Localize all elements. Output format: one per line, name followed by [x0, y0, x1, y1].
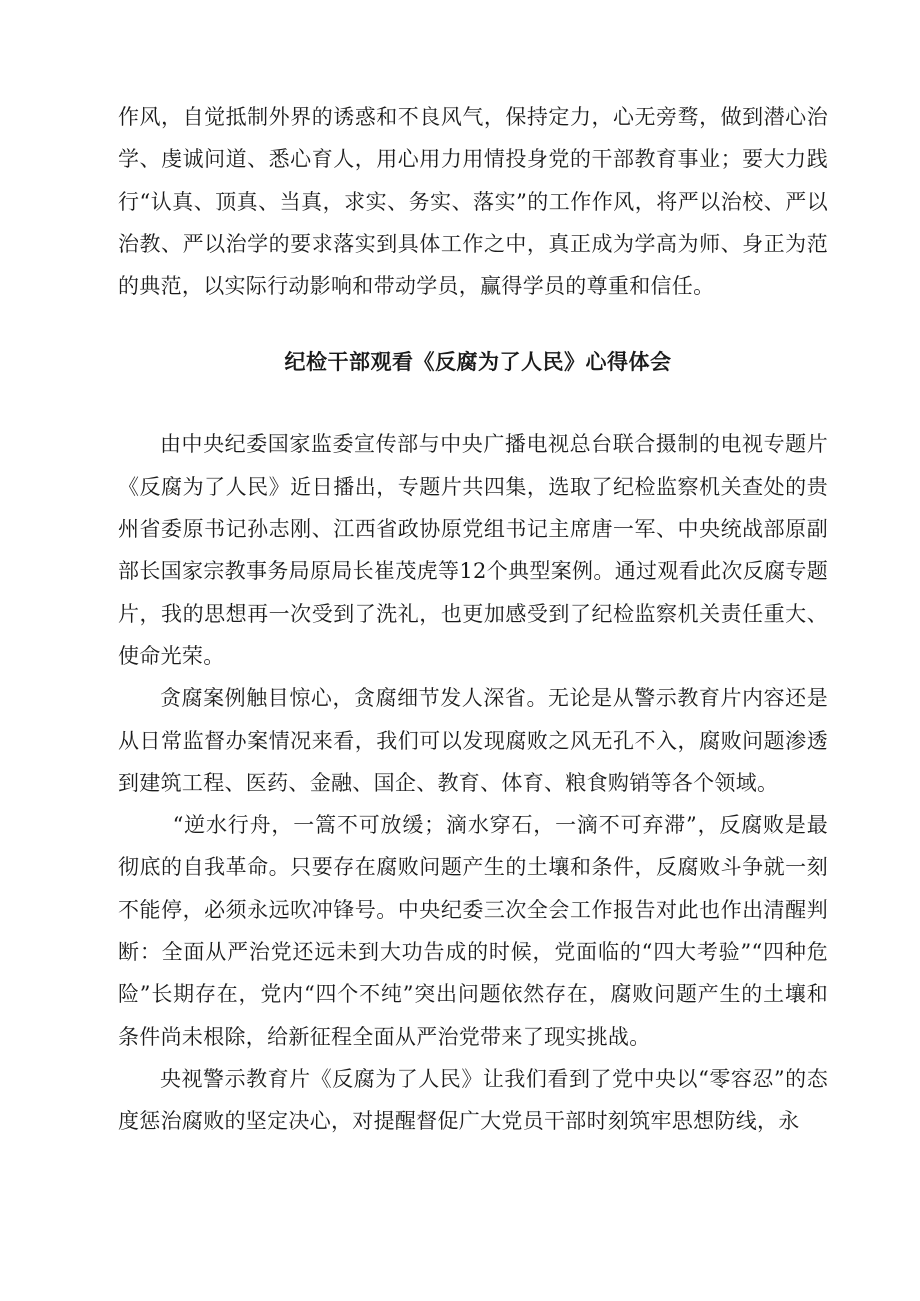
paragraph-intro: 由中央纪委国家监委宣传部与中央广播电视总台联合摄制的电视专题片《反腐为了人民》近日播出，专题片共四集，选取了纪检监察机关查处的贵州省委原书记孙志刚、江西省政协原党组书记主席唐一军、中央统战部原副部长国家宗教事务局原局长崔茂虎等12个典型案例。通过观看此次反腐专题片，我的思想再一次受到了洗礼，也更加感受到了纪检监察机关责任重大、使命光荣。	[118, 432, 828, 668]
paragraph-conclusion: 央视警示教育片《反腐为了人民》让我们看到了党中央以“零容忍”的态度惩治腐败的坚定决心，对提醒督促广大党员干部时刻筑牢思想防线，永	[118, 1066, 828, 1134]
paragraph-cases: 贪腐案例触目惊心，贪腐细节发人深省。无论是从警示教育片内容还是从日常监督办案情况来看，我们可以发现腐败之风无孔不入，腐败问题渗透到建筑工程、医药、金融、国企、教育、体育、粮食购销等各个领域。	[118, 686, 828, 795]
document-heading: 纪检干部观看《反腐为了人民》心得体会	[284, 350, 672, 375]
paragraph-quote: “逆水行舟，一篙不可放缓；滴水穿石，一滴不可弃滞”，反腐败是最彻底的自我革命。只要存在腐败问题产生的土壤和条件，反腐败斗争就一刻不能停，必须永远吹冲锋号。中央纪委三次全会工作报告对此也作出清醒判断：全面从严治党还远未到大功告成的时候，党面临的“四大考验”“四种危险”长期存在，党内“四个不纯”突出问题依然存在，腐败问题产生的土壤和条件尚未根除，给新征程全面从严治党带来了现实挑战。	[118, 813, 828, 1049]
paragraph-continuation: 作风，自觉抵制外界的诱惑和不良风气，保持定力，心无旁骛，做到潜心治学、虔诚问道、悉心育人，用心用力用情投身党的干部教育事业；要大力践行“认真、顶真、当真，求实、务实、落实”的工作作风，将严以治校、严以治教、严以治学的要求落实到具体工作之中，真正成为学高为师、身正为范的典范，以实际行动影响和带动学员，赢得学员的尊重和信任。	[118, 105, 828, 299]
